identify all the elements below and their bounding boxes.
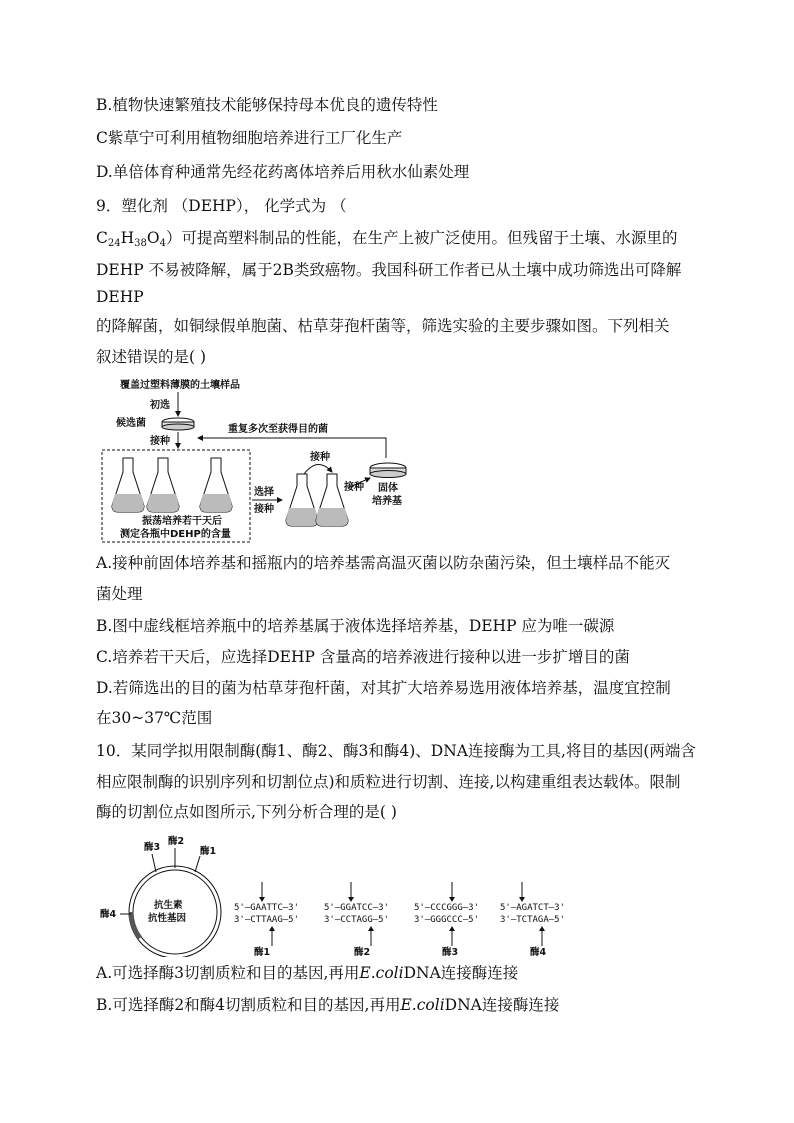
inoculate-2-label: 接种 (310, 452, 330, 463)
site-enzyme4 (500, 882, 565, 957)
formula-h-sub: 38 (134, 238, 147, 249)
q10-option-a-post: DNA连接酶连接 (403, 964, 519, 982)
q9-stem-line3: DEHP 不易被降解，属于2B类致癌物。我国科研工作者已从土壤中成功筛选出可降解 (96, 261, 682, 279)
q10-plasmid-diagram (96, 832, 596, 957)
candidate-label: 候选菌 (116, 418, 146, 429)
seq-enzyme1-label: 酶1 (254, 947, 271, 957)
resistance-gene-label-1: 抗生素 (154, 900, 183, 911)
formula-o-sub: 4 (159, 238, 166, 249)
resistance-gene-label-2: 抗性基因 (148, 913, 187, 924)
plasmid-enzyme2-label: 酶2 (168, 836, 185, 847)
seq3-top: 5'—CCCGGG—3' (414, 903, 480, 913)
seq4-bottom: 3'—TCTAGA—5' (500, 915, 566, 925)
q8-option-d: D.单倍体育种通常先经花药离体培养后用秋水仙素处理 (96, 163, 470, 181)
formula-c: C (96, 229, 108, 247)
seq4-top: 5'—AGATCT—3' (500, 903, 566, 913)
q10-stem-line2: 相应限制酶的识别序列和切割位点)和质粒进行切割、连接,以构建重组表达载体。限制 (96, 773, 681, 791)
seq1-bottom: 3'—CTTAAG—5' (234, 915, 300, 925)
q9-option-d-line2: 在30~37℃范围 (96, 709, 213, 727)
q10-option-a (96, 963, 518, 983)
inoculate-3-label: 接种 (344, 482, 364, 493)
flask-3 (200, 458, 232, 512)
flask-4 (286, 474, 318, 526)
plasmid-ring (131, 868, 219, 956)
repeat-label: 重复多次至获得目的菌 (228, 424, 328, 435)
plasmid-enzyme3-label: 酶3 (144, 842, 161, 853)
flask-1 (112, 458, 144, 512)
q9-stem-line4: DEHP (96, 288, 144, 306)
q9-stem-line1: 9．塑化剂 （DEHP）， 化学式为 （ (96, 197, 347, 215)
q9-option-c: C.培养若干天后，应选择DEHP 含量高的培养液进行接种以进一步扩增目的菌 (96, 648, 630, 666)
q9-stem-line5: 的降解菌，如铜绿假单胞菌、枯草芽孢杆菌等，筛选实验的主要步骤如图。下列相关 (96, 317, 670, 335)
measure-dehp-label: 测定各瓶中DEHP的含量 (120, 529, 231, 540)
q10-option-a-pre: A.可选择酶3切割质粒和目的基因,再用 (96, 964, 360, 982)
q9-option-a-line1: A.接种前固体培养基和摇瓶内的培养基需高温灭菌以防杂菌污染，但土壤样品不能灭 (96, 554, 671, 572)
q9-option-b: B.图中虚线框培养瓶中的培养基属于液体选择培养基，DEHP 应为唯一碳源 (96, 617, 615, 635)
q10-stem-line3: 酶的切割位点如图所示,下列分析合理的是( ) (96, 803, 397, 821)
q9-screening-diagram (96, 376, 426, 546)
select-inoculate-label: 接种 (254, 504, 274, 515)
flask-2 (147, 458, 179, 512)
inoculate-label: 接种 (150, 436, 170, 447)
q8-option-c: C紫草宁可利用植物细胞培养进行工厂化生产 (96, 129, 403, 147)
plasmid-enzyme1-label: 酶1 (200, 846, 217, 857)
formula-o: O (146, 229, 160, 247)
q9-stem-line6: 叙述错误的是( ) (96, 348, 207, 366)
q10-option-b (96, 995, 559, 1015)
formula-c-sub: 24 (107, 238, 121, 249)
q10-option-b-post: DNA连接酶连接 (444, 996, 560, 1014)
site-enzyme1 (234, 882, 299, 957)
q9-stem-line2 (96, 228, 677, 254)
select-label: 选择 (254, 487, 274, 498)
seq1-top: 5'—GAATTC—3' (234, 903, 300, 913)
q9-option-a-line2: 菌处理 (96, 585, 143, 603)
q8-option-b: B.植物快速繁殖技术能够保持母本优良的遗传特性 (96, 96, 438, 114)
initial-screen-label: 初选 (150, 400, 170, 411)
q10-stem-line1: 10．某同学拟用限制酶(酶1、酶2、酶3和酶4)、DNA连接酶为工具,将目的基因(两端含 (96, 742, 696, 760)
solid-medium-label-1: 固体 (378, 483, 398, 494)
seq-enzyme4-label: 酶4 (530, 947, 547, 957)
shake-culture-label: 振荡培养若干天后 (142, 516, 222, 527)
petri-dish-solid (370, 463, 406, 478)
q10-option-a-ecoli: E.coli (359, 964, 404, 982)
seq2-bottom: 3'—CCTAGG—5' (324, 915, 390, 925)
seq-enzyme3-label: 酶3 (442, 947, 459, 957)
seq2-top: 5'—GGATCC—3' (324, 903, 390, 913)
q9-option-d-line1: D.若筛选出的目的菌为枯草芽孢杆菌，对其扩大培养易选用液体培养基，温度宜控制 (96, 679, 671, 697)
formula-h: H (120, 229, 135, 247)
plasmid-enzyme4-label: 酶4 (100, 909, 117, 920)
q10-option-b-ecoli: E.coli (400, 996, 445, 1014)
seq-enzyme2-label: 酶2 (354, 947, 371, 957)
site-enzyme3 (414, 882, 479, 957)
solid-medium-label-2: 培养基 (372, 496, 402, 507)
petri-dish-candidate (162, 418, 194, 430)
q9-stem-line2-rest: ）可提高塑料制品的性能，在生产上被广泛使用。但残留于土壤、水源里的 (165, 229, 678, 247)
site-enzyme2 (324, 882, 389, 957)
seq3-bottom: 3'—GGGCCC—5' (414, 915, 480, 925)
soil-sample-label: 覆盖过塑料薄膜的土壤样品 (120, 380, 240, 391)
q10-option-b-pre: B.可选择酶2和酶4切割质粒和目的基因,再用 (96, 996, 401, 1014)
